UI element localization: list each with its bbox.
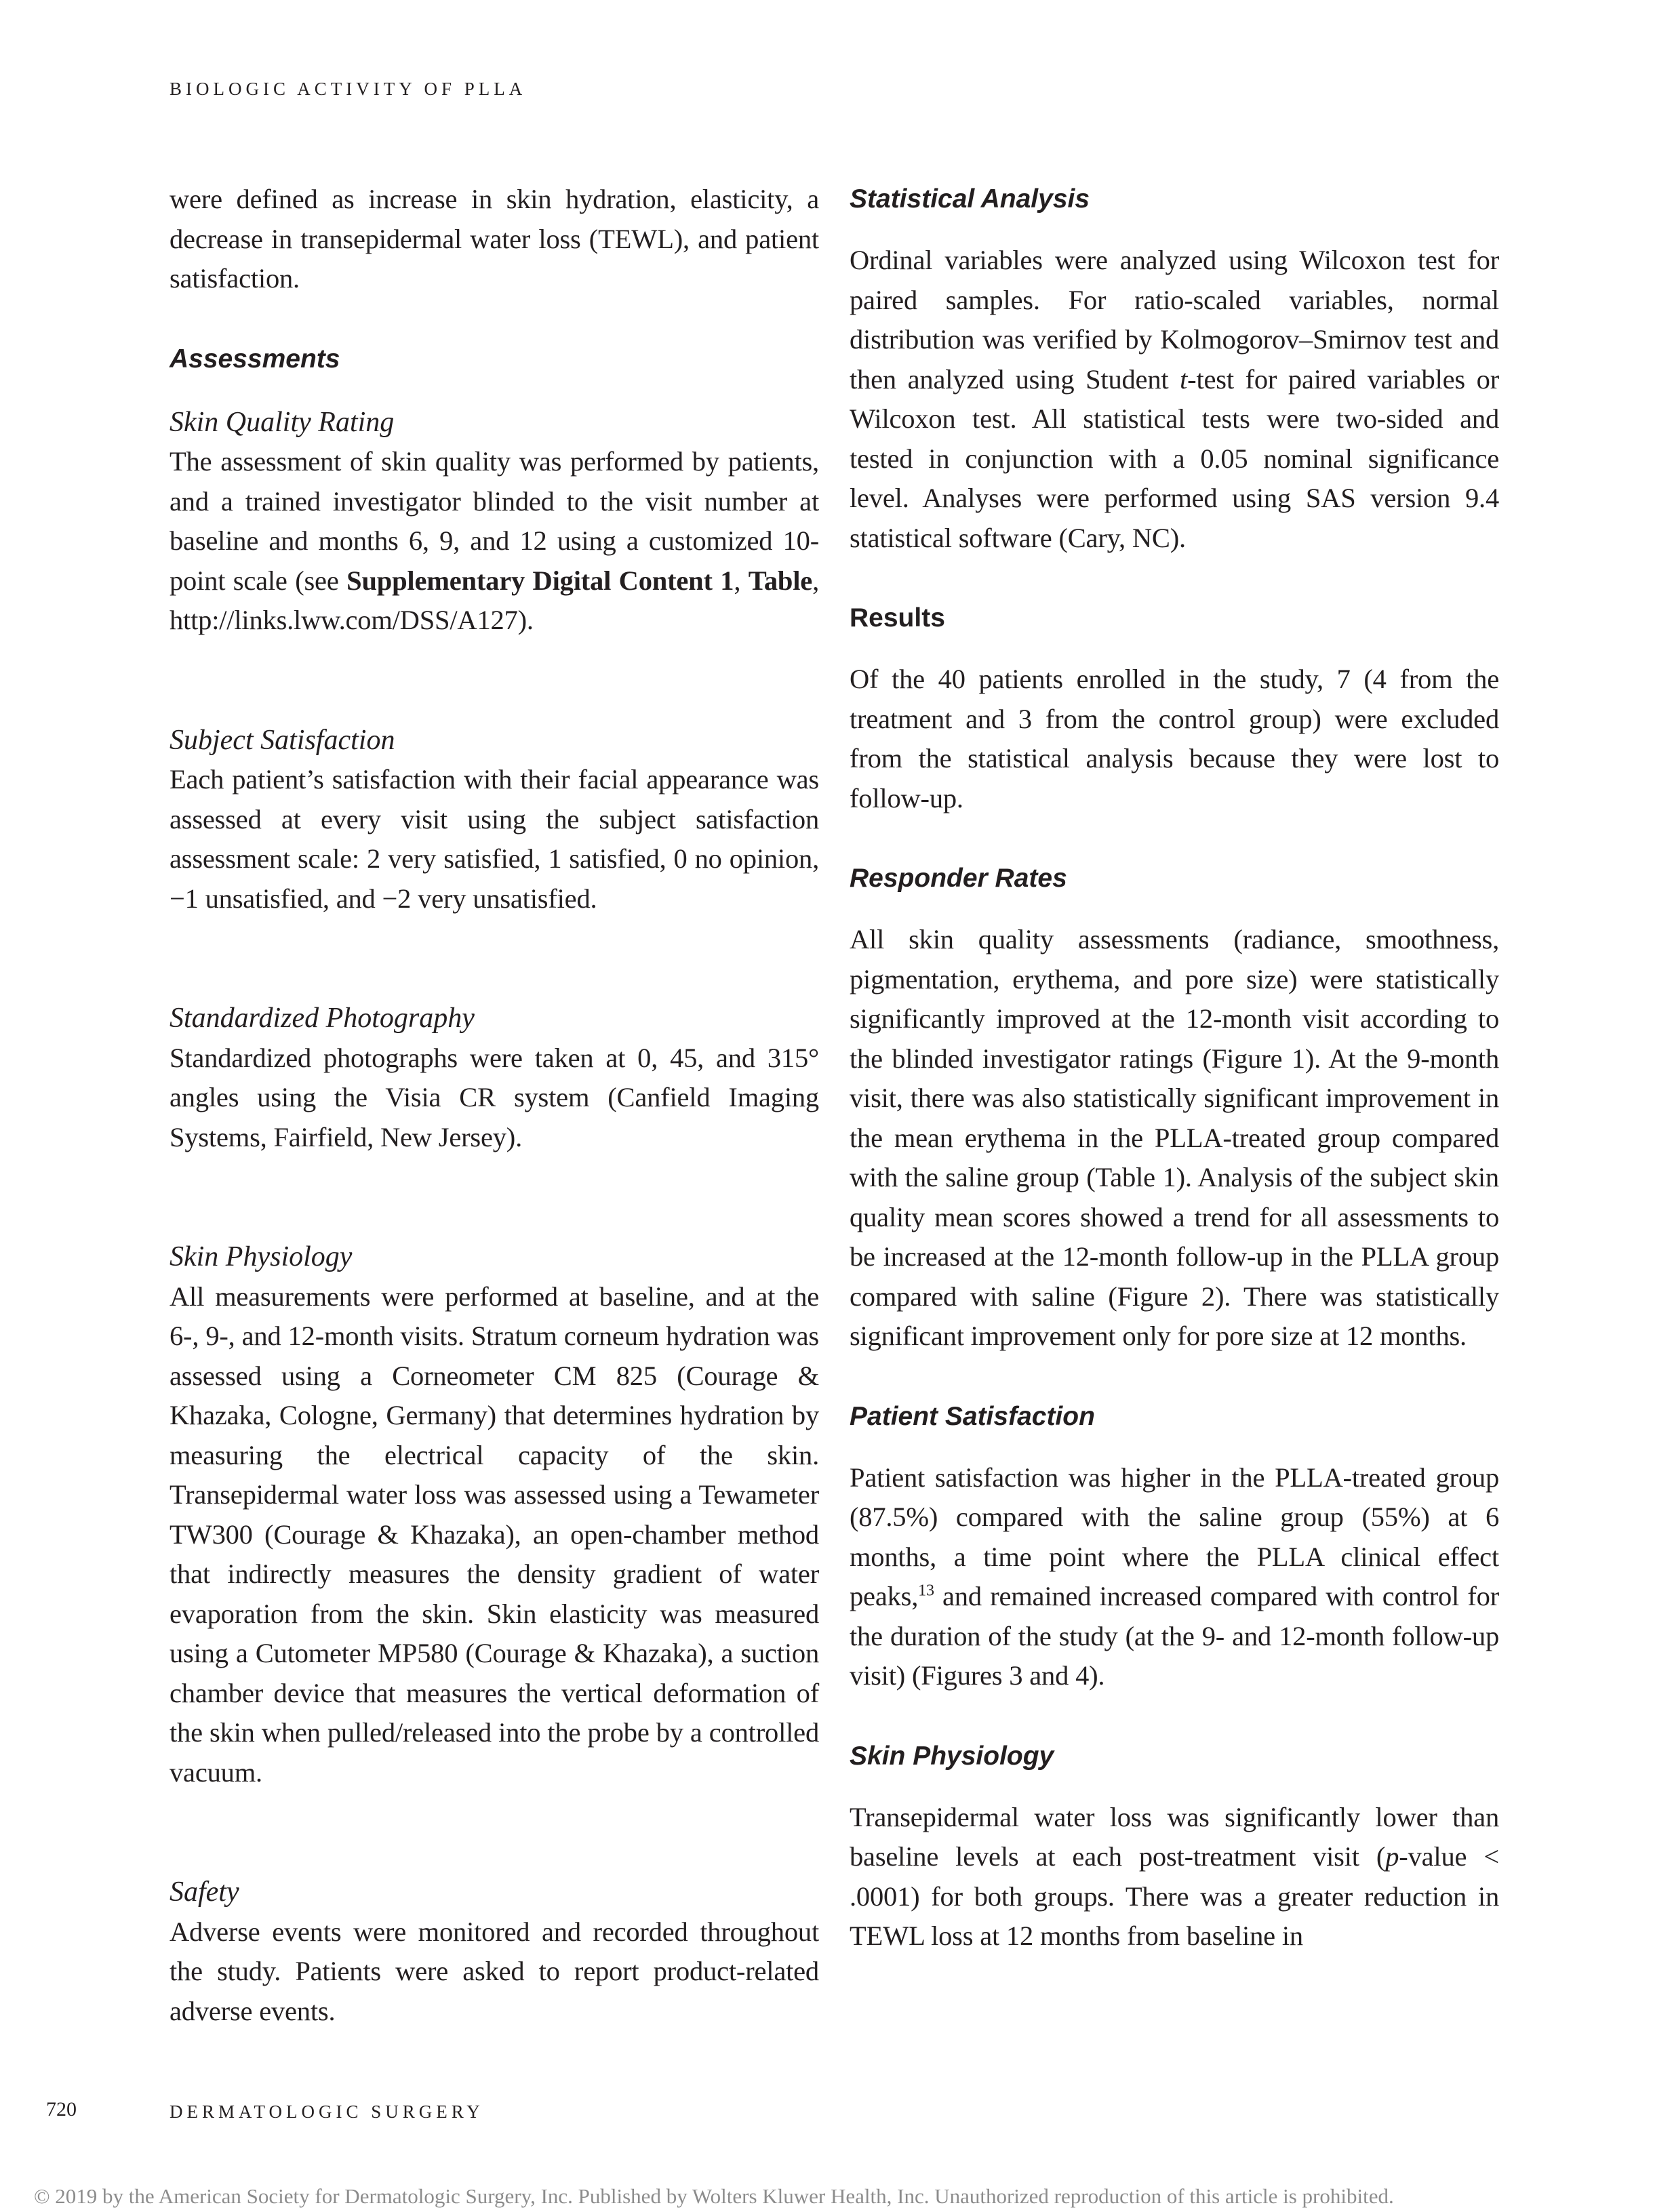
results-text: Of the 40 patients enrolled in the study, 7 (4 from the treatment and 3 from the control group) were excluded from the statistical analysis because they were lost to follow-up. <box>850 664 1499 813</box>
skin-physiology-results-text: Transepidermal water loss was significantly lower than baseline levels at each post-treatment visit (p-value < .0001) for both groups. There was a greater reduction in TEWL loss at 12 months from baseline in <box>850 1801 1499 1951</box>
right-column <box>850 180 1499 1956</box>
left-column <box>170 180 819 2031</box>
responder-rates-heading: Responder Rates <box>850 864 1067 893</box>
skin-quality-rating-title: Skin Quality Rating <box>170 406 395 438</box>
skin-quality-rating-text: The assessment of skin quality was performed by patients, and a trained investigator blinded to the visit number at baseline and months 6, 9, and 12 using a customized 10-point scale (see Supplementary Digital Content 1, Table, http://links.lww.com/DSS/A127). <box>170 446 819 635</box>
skin-physiology-method-text: All measurements were performed at baseline, and at the 6-, 9-, and 12-month visits. Stratum corneum hydration was assessed using a Corneometer CM 825 (Courage & Khazaka, Cologne, Germany) that determines hydration by measuring the electrical capacity of the skin. Transepidermal water loss was assessed using a Tewameter TW300 (Courage & Khazaka), an open-chamber method that indirectly measures the density gradient of water evaporation from the skin. Skin elasticity was measured using a Cutometer MP580 (Courage & Khazaka), a suction chamber device that measures the vertical deformation of the skin when pulled/released into the probe by a controlled vacuum. <box>170 1281 819 1788</box>
skin-physiology-method-title: Skin Physiology <box>170 1241 353 1272</box>
patient-satisfaction-text: Patient satisfaction was higher in the PLLA-treated group (87.5%) compared with the saline group (55%) at 6 months, a time point where the PLLA clinical effect peaks,$^{13}$ and remained increased compared with control for the duration of the study (at the 9- and 12-month follow-up visit) (Figures 3 and 4). <box>850 1462 1499 1691</box>
running-head: BIOLOGIC ACTIVITY OF PLLA <box>170 79 527 99</box>
supplementary-content-link: Supplementary Digital Content 1 <box>346 565 734 596</box>
statistical-analysis-text: Ordinal variables were analyzed using Wilcoxon test for paired samples. For ratio-scaled variables, normal distribution was verified by Kolmogorov–Smirnov test and then analyzed using Student t-test for paired variables or Wilcoxon test. All statistical tests were two-sided and tested in conjunction with a 0.05 nominal significance level. Analyses were performed using SAS version 9.4 statistical software (Cary, NC). <box>850 245 1499 553</box>
patient-satisfaction-heading: Patient Satisfaction <box>850 1401 1095 1431</box>
skin-physiology-results-heading: Skin Physiology <box>850 1741 1054 1771</box>
subject-satisfaction-title: Subject Satisfaction <box>170 724 395 756</box>
safety-title: Safety <box>170 1876 239 1908</box>
copyright-notice: © 2019 by the American Society for Dermatologic Surgery, Inc. Published by Wolters Kluwer Health, Inc. Unauthorized reproduction of this article is prohibited. <box>34 2184 1394 2208</box>
results-heading: Results <box>850 603 945 632</box>
journal-name: DERMATOLOGIC SURGERY <box>170 2102 484 2122</box>
reference-superscript: 13 <box>918 1582 934 1600</box>
safety-text: Adverse events were monitored and recorded throughout the study. Patients were asked to report product-related adverse events. <box>170 1916 819 2026</box>
statistical-analysis-heading: Statistical Analysis <box>850 184 1090 214</box>
subject-satisfaction-text: Each patient’s satisfaction with their facial appearance was assessed at every visit using the subject satisfaction assessment scale: 2 very satisfied, 1 satisfied, 0 no opinion, −1 unsatisfied, and −2 very unsatisfied. <box>170 764 819 914</box>
standardized-photography-title: Standardized Photography <box>170 1003 475 1034</box>
assessments-heading: Assessments <box>170 344 340 374</box>
intro-paragraph: were defined as increase in skin hydration, elasticity, a decrease in transepidermal water loss (TEWL), and patient satisfaction. <box>170 184 819 294</box>
page-number: 720 <box>46 2098 77 2120</box>
responder-rates-text: All skin quality assessments (radiance, smoothness, pigmentation, erythema, and pore size) were statistically significantly improved at the 12-month visit according to the blinded investigator ratings (Figure 1). At the 9-month visit, there was also statistically significant improvement in the mean erythema in the PLLA-treated group compared with the saline group (Table 1). Analysis of the subject skin quality mean scores showed a trend for all assessments to be increased at the 12-month follow-up in the PLLA group compared with saline (Figure 2). There was statistically significant improvement only for pore size at 12 months. <box>850 924 1499 1351</box>
standardized-photography-text: Standardized photographs were taken at 0, 45, and 315° angles using the Visia CR system (Canfield Imaging Systems, Fairfield, New Jersey). <box>170 1042 819 1152</box>
